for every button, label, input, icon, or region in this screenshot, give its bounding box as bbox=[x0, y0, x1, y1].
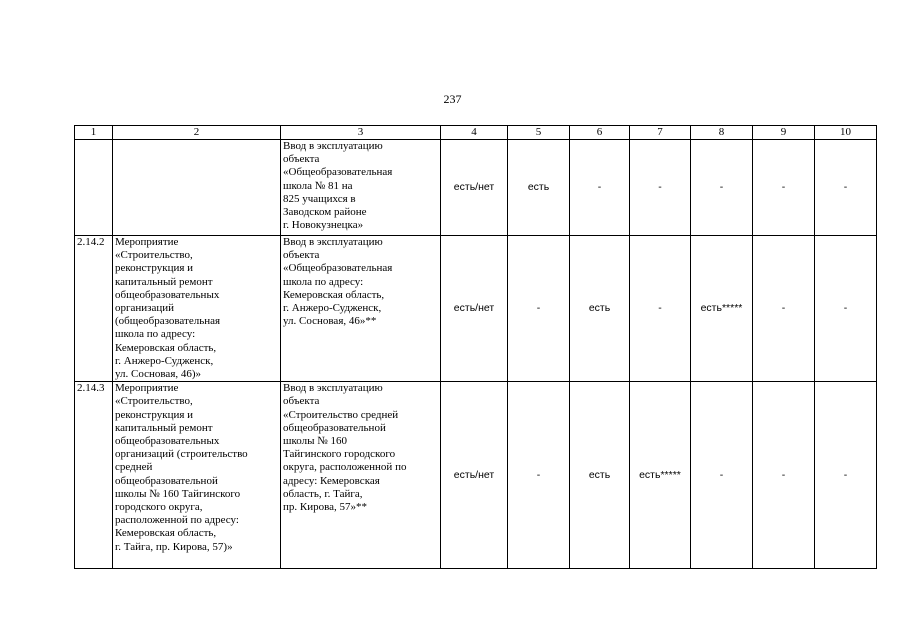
value-cell: - bbox=[753, 236, 815, 382]
value-cell: - bbox=[508, 382, 570, 569]
value-cell: - bbox=[630, 236, 691, 382]
value-cell: есть bbox=[570, 236, 630, 382]
indicator-description: Ввод в эксплуатацию объекта «Общеобразовательная школа № 81 на 825 учащихся в Заводском районе г. Новокузнецка» bbox=[281, 140, 441, 236]
value-cell: есть bbox=[570, 382, 630, 569]
value-cell: - bbox=[691, 382, 753, 569]
page-number: 237 bbox=[443, 92, 462, 106]
indicator-description: Ввод в эксплуатацию объекта «Общеобразовательная школа по адресу: Кемеровская область, г. Анжеро-Судженск, ул. Сосновая, 46»** bbox=[281, 236, 441, 382]
value-cell: есть***** bbox=[630, 382, 691, 569]
value-cell: - bbox=[570, 140, 630, 236]
measure-name: Мероприятие «Строительство, реконструкция и капитальный ремонт общеобразовательных организаций (строительство средней общеобразовательной школы № 160 Тайгинского городского округа, расположенной по адресу: Кемеровская область, г. Тайга, пр. Кирова, 57)» bbox=[113, 382, 281, 569]
value-cell: есть/нет bbox=[441, 236, 508, 382]
table-row bbox=[75, 140, 877, 236]
column-header: 6 bbox=[570, 126, 630, 140]
column-header: 8 bbox=[691, 126, 753, 140]
measure-name bbox=[113, 140, 281, 236]
measure-name: Мероприятие «Строительство, реконструкция и капитальный ремонт общеобразовательных организаций (общеобразовательная школа по адресу: Кемеровская область, г. Анжеро-Судженск, ул. Сосновая, 46)» bbox=[113, 236, 281, 382]
value-cell: есть***** bbox=[691, 236, 753, 382]
indicators-table bbox=[74, 125, 877, 569]
column-header: 5 bbox=[508, 126, 570, 140]
value-cell: - bbox=[815, 140, 877, 236]
value-cell: - bbox=[815, 382, 877, 569]
row-number: 2.14.3 bbox=[75, 382, 113, 569]
value-cell: - bbox=[815, 236, 877, 382]
column-header: 7 bbox=[630, 126, 691, 140]
column-header: 1 bbox=[75, 126, 113, 140]
value-cell: есть/нет bbox=[441, 382, 508, 569]
row-number: 2.14.2 bbox=[75, 236, 113, 382]
table-row bbox=[75, 382, 877, 569]
column-header: 4 bbox=[441, 126, 508, 140]
value-cell: есть/нет bbox=[441, 140, 508, 236]
value-cell: - bbox=[753, 382, 815, 569]
value-cell: - bbox=[753, 140, 815, 236]
value-cell: - bbox=[508, 236, 570, 382]
column-header: 10 bbox=[815, 126, 877, 140]
indicator-description: Ввод в эксплуатацию объекта «Строительство средней общеобразовательной школы № 160 Тайгинского городского округа, расположенной по адресу: Кемеровская область, г. Тайга, пр. Кирова, 57»** bbox=[281, 382, 441, 569]
value-cell: есть bbox=[508, 140, 570, 236]
row-number bbox=[75, 140, 113, 236]
column-header: 2 bbox=[113, 126, 281, 140]
column-number-row bbox=[75, 126, 877, 140]
value-cell: - bbox=[630, 140, 691, 236]
value-cell: - bbox=[691, 140, 753, 236]
column-header: 3 bbox=[281, 126, 441, 140]
column-header: 9 bbox=[753, 126, 815, 140]
table-row bbox=[75, 236, 877, 382]
